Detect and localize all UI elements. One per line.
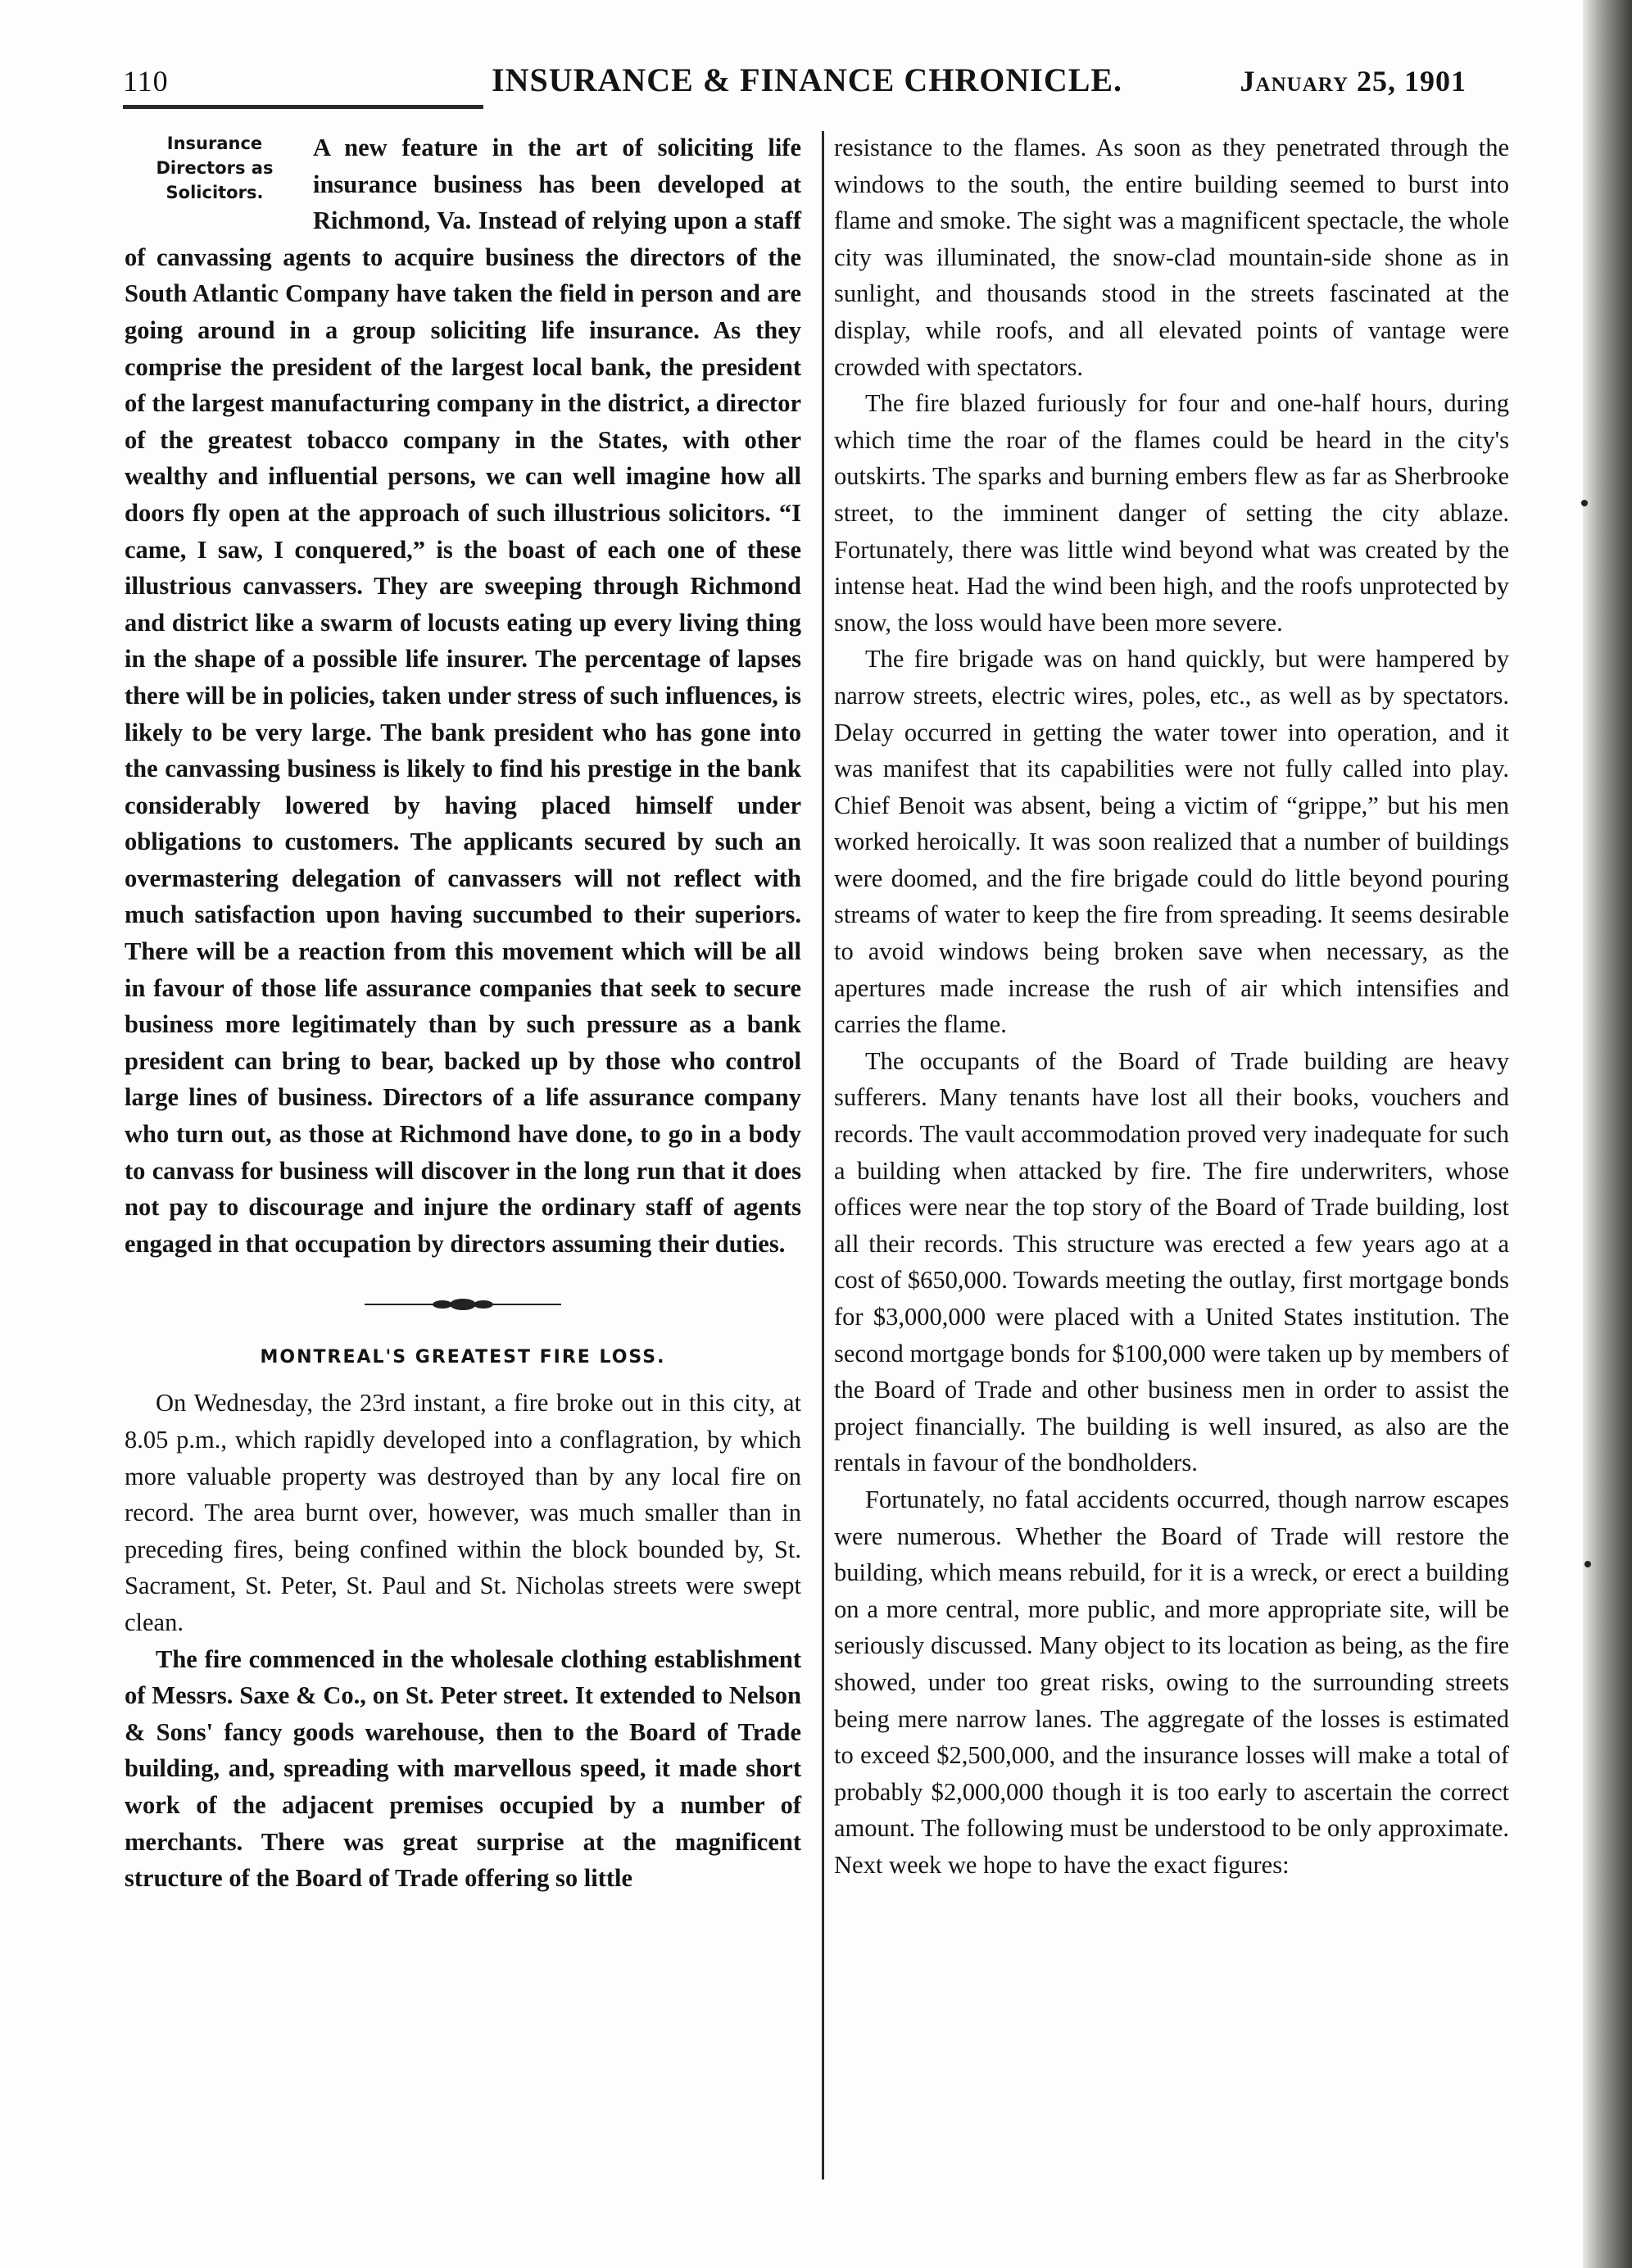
page-header bbox=[123, 57, 1467, 107]
issue-date: January 25, 1901 bbox=[1240, 65, 1467, 98]
section-heading: MONTREAL'S GREATEST FIRE LOSS. bbox=[260, 1347, 666, 1368]
article-paragraph: Fortunately, no fatal accidents occurred, though narrow escapes were numerous. Whether the Board of Trade will restore the building, which means rebuild, for it is a wreck, or erect a building on a more central, more public, and more appropriate site, will be seriously discussed. Many object to its location as being, as the fire showed, under too great risks, owing to the surrounding streets being mere narrow lanes. The aggregate of the losses is estimated to exceed $2,500,000, and the insurance losses will make a total of probably $2,000,000 though it is too early to ascertain the correct amount. The following must be understood to be only approximate. Next week we hope to have the exact figures: bbox=[834, 1485, 1509, 1879]
article-paragraph: The fire brigade was on hand quickly, but were hampered by narrow streets, electric wires, poles, etc., as well as by spectators. Delay occurred in getting the water tower into operation, and it was manifest that its capabilities were not fully called into play. Chief Benoit was absent, being a victim of “grippe,” but his men worked heroically. It was soon realized that a number of buildings were doomed, and the fire brigade could do little beyond pouring streams of water to keep the fire from spreading. It seems desirable to avoid windows being broken save when necessary, as the apertures made increase the rush of air which intensifies and carries the flame. bbox=[834, 645, 1509, 1039]
column-divider bbox=[822, 131, 824, 2180]
article-paragraph: resistance to the flames. As soon as they penetrated through the windows to the south, the entire building seemed to burst into flame and smoke. The sight was a magnificent spectacle, the whole city was illuminated, the snow-clad mountain-side shone as in sunlight, and thousands stood in the streets fascinated at the display, while roofs, and all elevated points of vantage were crowded with spectators. bbox=[834, 134, 1509, 381]
ornament-divider-icon bbox=[365, 1295, 561, 1314]
article-paragraph: A new feature in the art of soliciting life insurance business has been developed at Richmond, Va. Instead of relying upon a staff of canvassing agents to acquire business the directors of the South Atlantic Company have taken the field in person and are going around in a group soliciting life insurance. As they comprise the president of the largest local bank, the president of the largest manufacturing company in the district, a director of the greatest tobacco company in the States, with other wealthy and influential persons, we can well imagine how all doors fly open at the approach of such illustrious solicitors. “I came, I saw, I conquered,” is the boast of each one of these illustrious canvassers. They are sweeping through Richmond and district like a swarm of locusts eating up every living thing in the shape of a possible life insurer. The percentage of lapses there will be in policies, taken under stress of such influences, is likely to be very large. The bank president who has gone into the canvassing business is likely to find his prestige in the bank considerably lowered by having placed himself under obligations to customers. The applicants secured by such an overmastering delegation of canvassers will not reflect with much satisfaction upon having succumbed to their superiors. There will be a reaction from this movement which will be all in favour of those life assurance companies that seek to secure business more legitimately than by such pressure as a bank president can bring to bear, backed up by those who control large lines of business. Directors of a life assurance company who turn out, as those at Richmond have done, to go in a body to canvass for business will discover in the long run that it does not pay to discourage and injure the ordinary staff of agents engaged in that occupation by directors assuming their duties. bbox=[125, 134, 801, 1258]
page-binding-edge bbox=[1583, 0, 1632, 2268]
article-paragraph: The fire blazed furiously for four and one-half hours, during which time the roar of the flames could be heard in the city's outskirts. The sparks and burning embers flew as far as Sherbrooke street, to the imminent danger of setting the city ablaze. Fortunately, there was little wind beyond what was created by the intense heat. Had the wind been high, and the roofs unprotected by snow, the loss would have been more severe. bbox=[834, 389, 1509, 637]
article-sidehead: Insurance Directors as Solicitors. bbox=[156, 134, 274, 202]
article-paragraph: The fire commenced in the wholesale clothing establishment of Messrs. Saxe & Co., on St. Peter street. It extended to Nelson & Sons' fancy goods warehouse, then to the Board of Trade building, and, spreading with marvellous speed, it made short work of the adjacent premises occupied by a number of merchants. There was great surprise at the magnificent structure of the Board of Trade offering so little bbox=[125, 1644, 801, 1893]
right-column bbox=[834, 129, 1509, 1884]
article-paragraph: On Wednesday, the 23rd instant, a fire broke out in this city, at 8.05 p.m., which rapidly developed into a conflagration, by which more valuable property was destroyed than by any local fire on record. The area burnt over, however, was much smaller than in preceding fires, being confined within the block bounded by, St. Sacrament, St. Peter, St. Paul and St. Nicholas streets were swept clean. bbox=[125, 1389, 801, 1636]
journal-title: INSURANCE & FINANCE CHRONICLE. bbox=[492, 61, 1123, 98]
page-number: 110 bbox=[123, 65, 169, 98]
left-column bbox=[125, 129, 801, 1897]
scan-speck bbox=[1581, 500, 1588, 506]
header-rule bbox=[123, 105, 483, 109]
scan-speck bbox=[1584, 1561, 1591, 1567]
article-paragraph: The occupants of the Board of Trade building are heavy sufferers. Many tenants have lost all their books, vouchers and records. The vault accommodation proved very inadequate for such a building when attacked by fire. The fire underwriters, whose offices were near the top story of the Board of Trade building, lost all their records. This structure was erected a few years ago at a cost of $650,000. Towards meeting the outlay, first mortgage bonds for $3,000,000 were placed with a United States institution. The second mortgage bonds for $100,000 were taken up by members of the Board of Trade and other business men in order to assist the project financially. The building is well insured, as also are the rentals in favour of the bondholders. bbox=[834, 1046, 1509, 1477]
